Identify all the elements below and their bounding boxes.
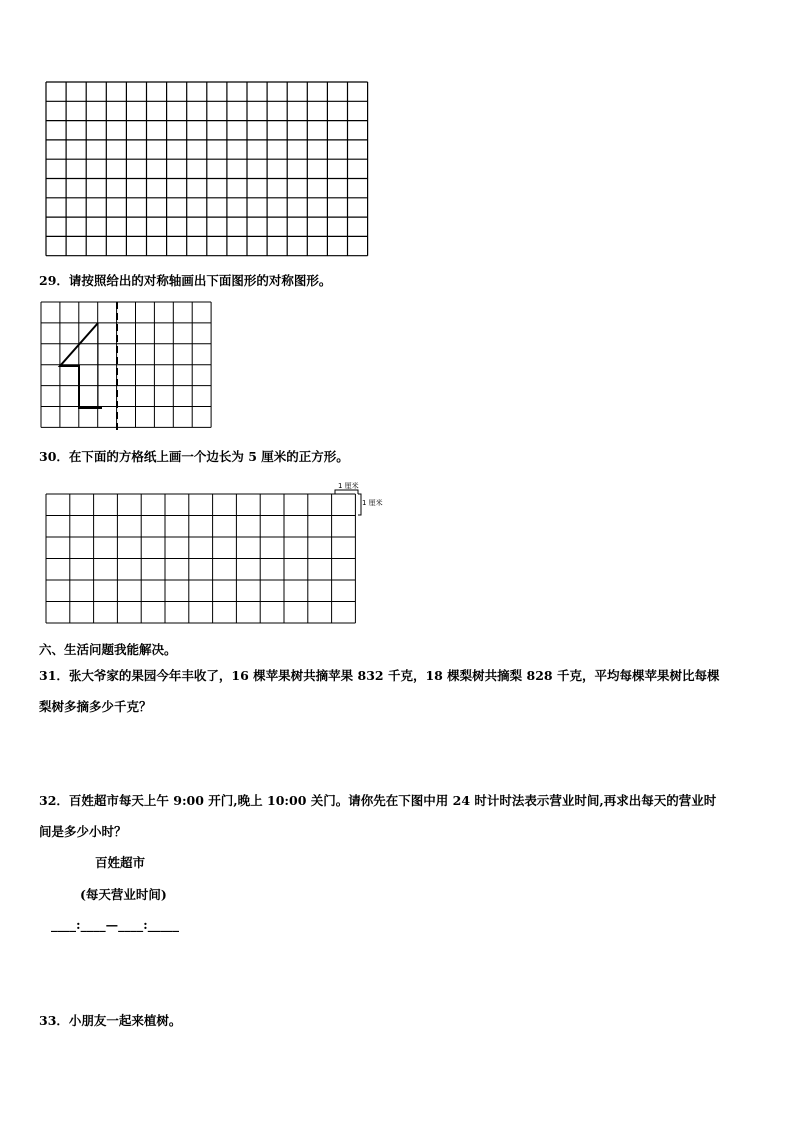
question-32-line1: 32．百姓超市每天上午 9:00 开门,晚上 10:00 关门。请你先在下图中用 24 时计时法表示营业时间,再求出每天的营业时 bbox=[39, 793, 717, 808]
question-31-line2: 梨树多摘多少千克？ bbox=[39, 699, 152, 714]
unit-label-top: 1 厘米 bbox=[338, 482, 359, 490]
question-29: 29．请按照给出的对称轴画出下面图形的对称图形。 bbox=[39, 273, 332, 288]
unit-bracket-side bbox=[358, 494, 361, 515]
question-32-line2: 间是多少小时？ bbox=[39, 824, 127, 839]
hours-caption: (每天营业时间) bbox=[80, 887, 167, 902]
section-6-title: 六、生活问题我能解决。 bbox=[39, 642, 177, 657]
unit-label-side: 1 厘米 bbox=[362, 499, 383, 507]
store-name: 百姓超市 bbox=[95, 855, 146, 870]
question-31-line1: 31．张大爷家的果园今年丰收了，16 棵苹果树共摘苹果 832 千克，18 棵梨树共摘梨 828 千克，平均每棵苹果树比每棵 bbox=[39, 668, 720, 683]
time-blank[interactable]: ____:____—____:_____ bbox=[51, 917, 179, 932]
question-30: 30．在下面的方格纸上画一个边长为 5 厘米的正方形。 bbox=[39, 449, 349, 464]
question-33: 33．小朋友一起来植树。 bbox=[39, 1013, 182, 1028]
